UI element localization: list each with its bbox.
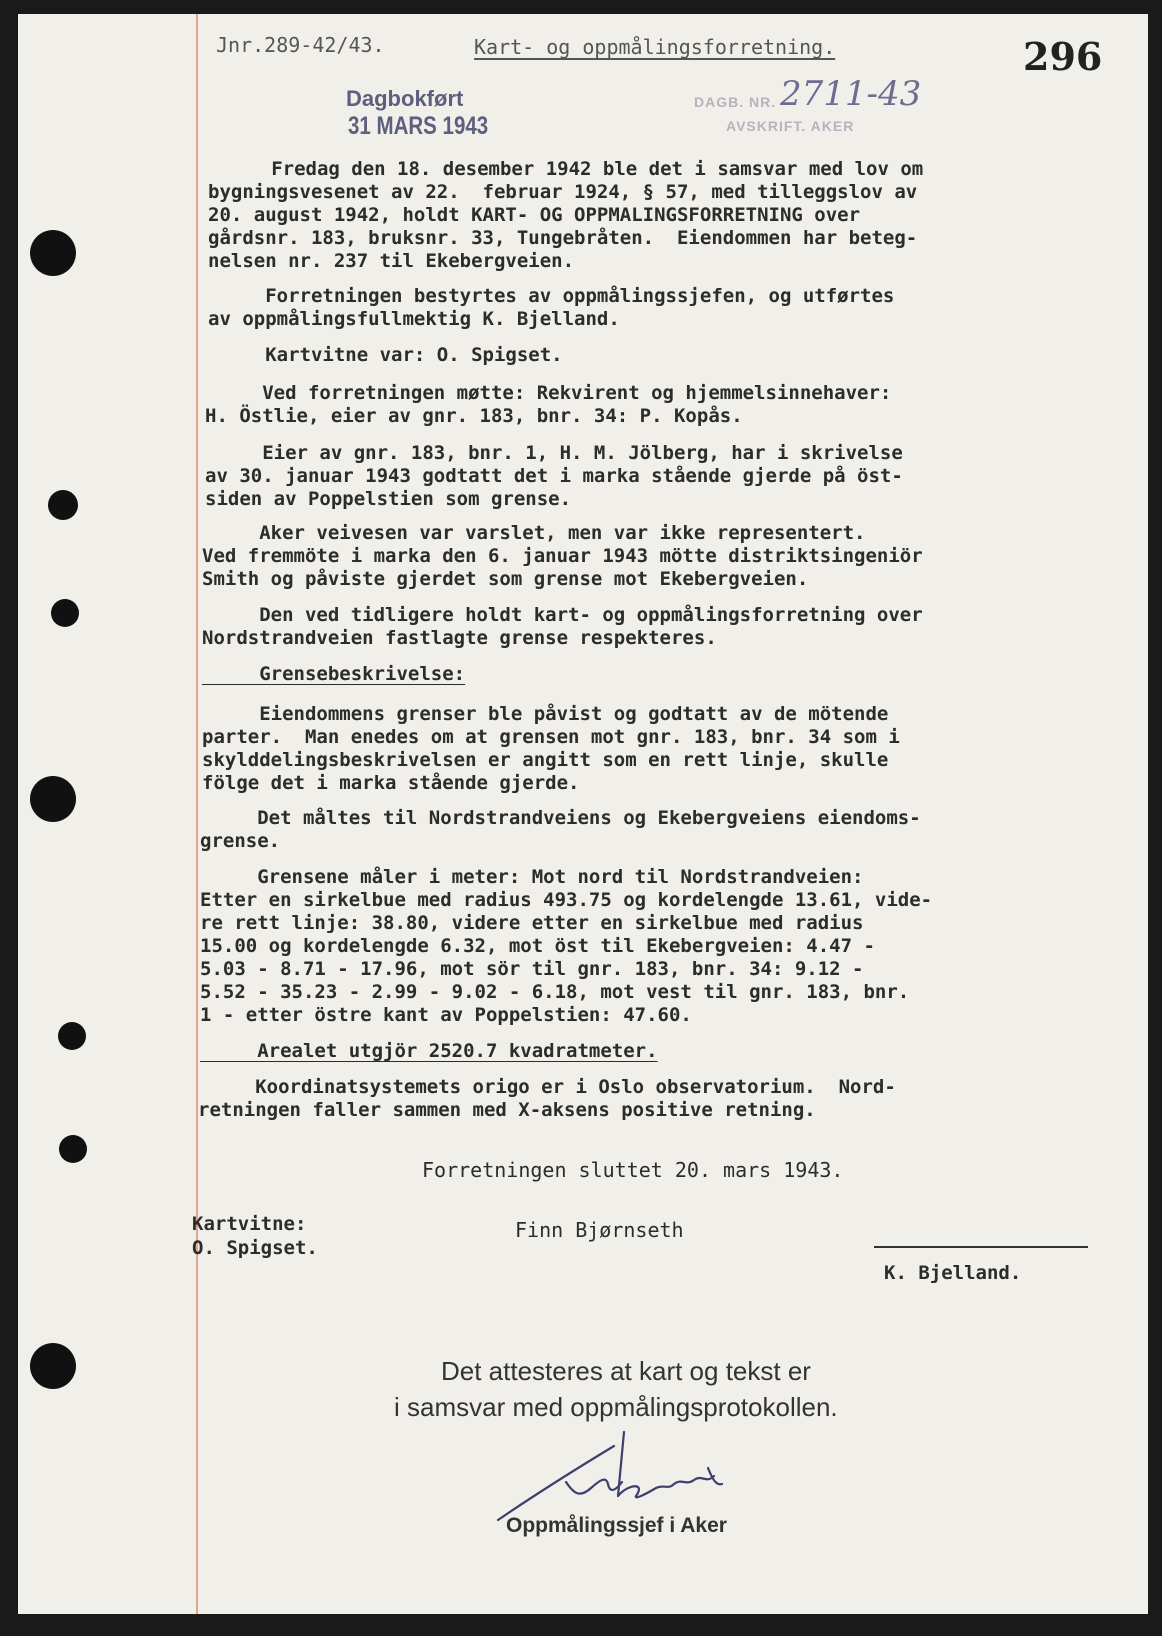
margin-line — [196, 14, 198, 1614]
document-type-heading: Kart- og oppmålingsforretning. — [474, 35, 836, 59]
area-statement: Arealet utgjör 2520.7 kvadratmeter. — [200, 1040, 658, 1062]
body-line: Etter en sirkelbue med radius 493.75 og kordelengde 13.61, vide- — [200, 889, 933, 911]
document-page — [18, 14, 1148, 1614]
body-line: nelsen nr. 237 til Ekebergveien. — [208, 250, 575, 272]
punch-hole — [48, 490, 78, 520]
body-line: H. Östlie, eier av gnr. 183, bnr. 34: P. Kopås. — [205, 405, 743, 427]
body-line: Aker veivesen var varslet, men var ikke representert. — [202, 522, 866, 544]
body-line: av 30. januar 1943 godtatt det i marka stående gjerde på öst- — [205, 465, 903, 487]
witness-name: O. Spigset. — [192, 1237, 318, 1259]
punch-hole — [30, 1343, 76, 1389]
attestation-title: Oppmålingssjef i Aker — [506, 1514, 727, 1537]
body-line: fölge det i marka stående gjerde. — [202, 772, 580, 794]
closing-line: Forretningen sluttet 20. mars 1943. — [422, 1158, 844, 1182]
body-line: bygningsvesenet av 22. februar 1924, § 57, med tilleggslov av — [208, 181, 918, 203]
body-line: skylddelingsbeskrivelsen er angitt som en rett linje, skulle — [202, 749, 889, 771]
attestation-line-1: Det attesteres at kart og tekst er — [441, 1356, 811, 1386]
punch-hole — [58, 1022, 86, 1050]
punch-hole — [30, 776, 76, 822]
body-line: grense. — [200, 830, 281, 852]
dagb-nr-stamp: DAGB. NR. — [694, 94, 777, 110]
body-line: Fredag den 18. desember 1942 ble det i samsvar med lov om — [214, 158, 924, 180]
signature-line — [874, 1246, 1088, 1248]
page-number: 296 — [1023, 34, 1103, 79]
body-line: Forretningen bestyrtes av oppmålingssjefen, og utførtes — [208, 285, 895, 307]
body-line: parter. Man enedes om at grensen mot gnr. 183, bnr. 34 som i — [202, 726, 900, 748]
body-line: 20. august 1942, holdt KART- OG OPPMALINGSFORRETNING over — [208, 204, 861, 226]
body-line: Kartvitne var: O. Spigset. — [208, 344, 563, 366]
section-heading-grensebeskrivelse: Grensebeskrivelse: — [202, 663, 466, 685]
body-line: re rett linje: 38.80, videre etter en sirkelbue med radius — [200, 912, 864, 934]
body-line: siden av Poppelstien som grense. — [205, 488, 572, 510]
punch-hole — [30, 230, 76, 276]
body-line: gårdsnr. 183, bruksnr. 33, Tungebråten. Eiendommen har beteg- — [208, 227, 918, 249]
punch-hole — [59, 1135, 87, 1163]
punch-hole — [51, 599, 79, 627]
dagbokfort-stamp-label: Dagbokført — [346, 86, 464, 111]
body-line: Grensene måler i meter: Mot nord til Nordstrandveien: — [200, 866, 864, 888]
body-line: Eiendommens grenser ble påvist og godtatt av de mötende — [202, 703, 889, 725]
body-line: Ved forretningen møtte: Rekvirent og hjemmelsinnehaver: — [205, 382, 892, 404]
witness-label: Kartvitne: — [192, 1213, 307, 1235]
body-line: Den ved tidligere holdt kart- og oppmålingsforretning over — [202, 604, 923, 626]
body-line: Koordinatsystemets origo er i Oslo observatorium. Nord- — [198, 1076, 896, 1098]
dagbokfort-stamp-date: 31 MARS 1943 — [348, 112, 489, 140]
body-line: Det måltes til Nordstrandveiens og Ekebergveiens eiendoms- — [200, 807, 921, 829]
body-line: av oppmålingsfullmektig K. Bjelland. — [208, 308, 620, 330]
avskrift-stamp: AVSKRIFT. AKER — [726, 118, 855, 134]
signer-right: K. Bjelland. — [884, 1262, 1022, 1284]
body-line: 15.00 og kordelengde 6.32, mot öst til Ekebergveien: 4.47 - — [200, 935, 875, 957]
body-line: Nordstrandveien fastlagte grense respekteres. — [202, 627, 717, 649]
body-line: Smith og påviste gjerdet som grense mot Ekebergveien. — [202, 568, 809, 590]
body-line: Eier av gnr. 183, bnr. 1, H. M. Jölberg, har i skrivelse — [205, 442, 903, 464]
body-line: Ved fremmöte i marka den 6. januar 1943 mötte distriktsingeniör — [202, 545, 923, 567]
body-line: 5.03 - 8.71 - 17.96, mot sör til gnr. 183, bnr. 34: 9.12 - — [200, 958, 864, 980]
journal-number: Jnr.289-42/43. — [216, 33, 385, 57]
signer-left: Finn Bjørnseth — [515, 1218, 684, 1242]
body-line: 1 - etter östre kant av Poppelstien: 47.60. — [200, 1004, 692, 1026]
dagb-number-handwritten: 2711-43 — [780, 74, 922, 114]
body-line: 5.52 - 35.23 - 2.99 - 9.02 - 6.18, mot vest til gnr. 183, bnr. — [200, 981, 910, 1003]
attestation-line-2: i samsvar med oppmålingsprotokollen. — [394, 1392, 838, 1422]
body-line: retningen faller sammen med X-aksens positive retning. — [198, 1099, 816, 1121]
